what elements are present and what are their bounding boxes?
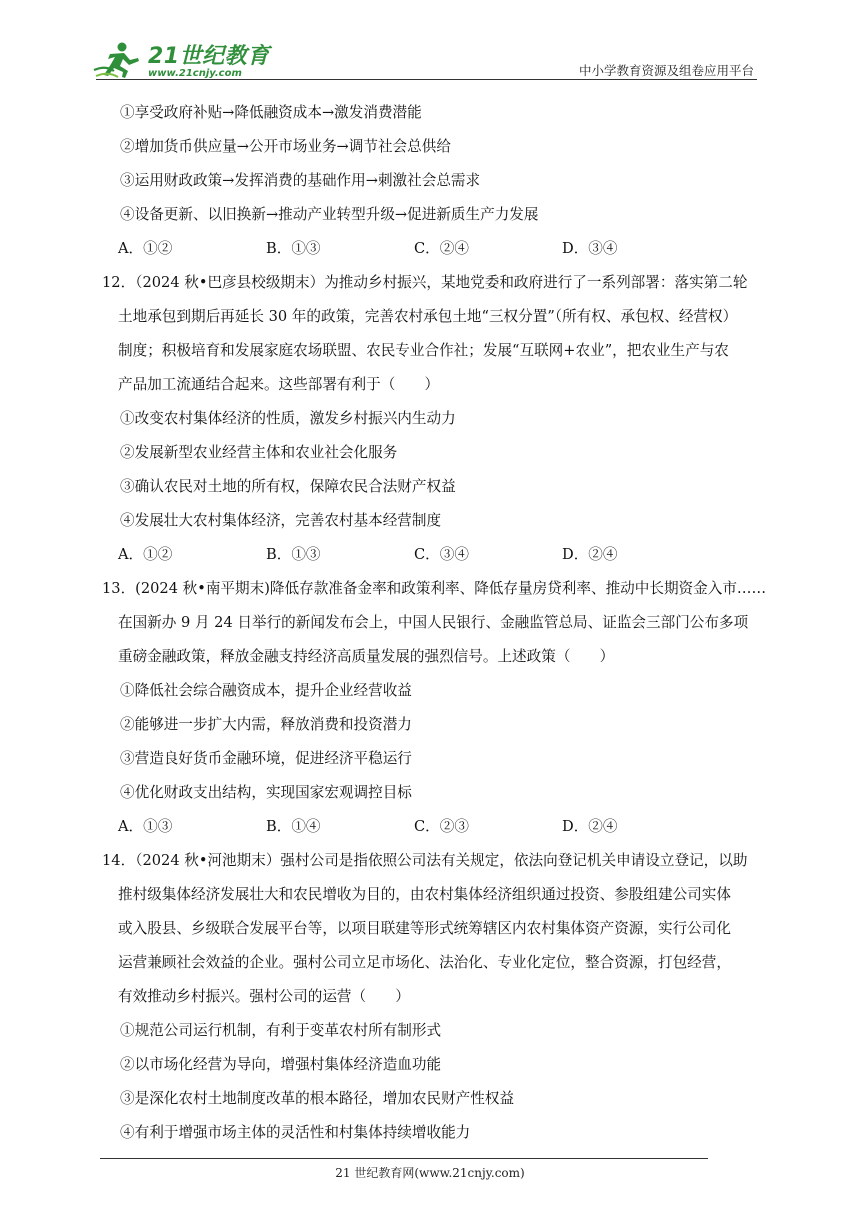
footer-rule	[100, 1158, 708, 1159]
q13-stem-line-1: 13．(2024 秋•南平期末)降低存款准备金率和政策利率、降低存量房贷利率、推动中长期资金入市……	[102, 580, 767, 597]
q11-choice-c: C．②④	[414, 240, 469, 257]
q12-stem-line-4: 产品加工流通结合起来。这些部署有利于（ ）	[118, 376, 440, 393]
q11-choices	[118, 232, 768, 266]
q13-option-1: ①降低社会综合融资成本，提升企业经营收益	[120, 682, 412, 699]
q13-stem-line-2: 在国新办 9 月 24 日举行的新闻发布会上，中国人民银行、金融监管总局、证监会三部门公布多项	[118, 614, 749, 631]
q11-choice-d: D．③④	[562, 240, 618, 257]
logo-url: www.21cnjy.com	[148, 68, 242, 79]
site-logo[interactable]	[92, 38, 270, 80]
q14-option-1: ①规范公司运行机制，有利于变革农村所有制形式	[120, 1022, 442, 1039]
q13-choice-b: B．①④	[266, 818, 321, 835]
q12-stem-line-3: 制度；积极培育和发展家庭农场联盟、农民专业合作社；发展“互联网+农业”，把农业生产与农	[118, 342, 729, 359]
q14-stem-line-2: 推村级集体经济发展壮大和农民增收为目的，由农村集体经济组织通过投资、参股组建公司实体	[118, 886, 731, 903]
q13-option-2: ②能够进一步扩大内需，释放消费和投资潜力	[120, 716, 412, 733]
q12-choice-a: A．①②	[118, 546, 173, 563]
q13-stem-line-3: 重磅金融政策，释放金融支持经济高质量发展的强烈信号。上述政策（ ）	[118, 648, 615, 665]
q12-choice-c: C．③④	[414, 546, 469, 563]
q12-choice-b: B．①③	[266, 546, 321, 563]
q14-stem-line-4: 运营兼顾社会效益的企业。强村公司立足市场化、法治化、专业化定位，整合资源，打包经营，	[118, 954, 731, 971]
q11-choice-a: A．①②	[118, 240, 173, 257]
q11-option-4: ④设备更新、以旧换新→推动产业转型升级→促进新质生产力发展	[120, 206, 539, 223]
q12-option-4: ④发展壮大农村集体经济，完善农村基本经营制度	[120, 512, 442, 529]
q14-option-3: ③是深化农村土地制度改革的根本路径，增加农民财产性权益	[120, 1090, 515, 1107]
q12-stem-line-1: 12．（2024 秋•巴彦县校级期末）为推动乡村振兴，某地党委和政府进行了一系列部署：落实第二轮	[102, 274, 748, 291]
q12-stem-line-2: 土地承包到期后再延长 30 年的政策，完善农村承包土地“三权分置”（所有权、承包权、经营权）	[118, 308, 738, 325]
q12-option-2: ②发展新型农业经营主体和农业社会化服务	[120, 444, 398, 461]
q11-option-1: ①享受政府补贴→降低融资成本→激发消费潜能	[120, 104, 422, 121]
footer-link[interactable]: 21 世纪教育网(www.21cnjy.com)	[335, 1166, 525, 1180]
q12-option-3: ③确认农民对土地的所有权，保障农民合法财产权益	[120, 478, 456, 495]
platform-tagline: 中小学教育资源及组卷应用平台	[578, 63, 754, 78]
logo-title: 21世纪教育	[148, 44, 270, 69]
q13-choices	[118, 810, 768, 844]
q13-choice-d: D．②④	[562, 818, 618, 835]
q14-stem-line-1: 14．（2024 秋•河池期末）强村公司是指依照公司法有关规定，依法向登记机关申请设立登记，以助	[102, 852, 748, 869]
q11-choice-b: B．①③	[266, 240, 321, 257]
q12-choices	[118, 538, 768, 572]
runner-logo-icon	[92, 40, 146, 80]
q13-choice-a: A．①③	[118, 818, 173, 835]
q13-option-3: ③营造良好货币金融环境，促进经济平稳运行	[120, 750, 412, 767]
q13-option-4: ④优化财政支出结构，实现国家宏观调控目标	[120, 784, 412, 801]
page-header	[0, 0, 860, 80]
q11-option-3: ③运用财政政策→发挥消费的基础作用→刺激社会总需求	[120, 172, 481, 189]
q11-option-2: ②增加货币供应量→公开市场业务→调节社会总供给	[120, 138, 451, 155]
q14-option-4: ④有利于增强市场主体的灵活性和村集体持续增收能力	[120, 1124, 471, 1141]
question-content	[102, 96, 768, 1150]
q12-option-1: ①改变农村集体经济的性质，激发乡村振兴内生动力	[120, 410, 456, 427]
q13-choice-c: C．②③	[414, 818, 469, 835]
q14-stem-line-5: 有效推动乡村振兴。强村公司的运营（ ）	[118, 988, 410, 1005]
q12-choice-d: D．②④	[562, 546, 618, 563]
header-rule	[96, 79, 757, 80]
q14-option-2: ②以市场化经营为导向，增强村集体经济造血功能	[120, 1056, 442, 1073]
q14-stem-line-3: 或入股县、乡级联合发展平台等，以项目联建等形式统筹辖区内农村集体资产资源，实行公司化	[118, 920, 731, 937]
